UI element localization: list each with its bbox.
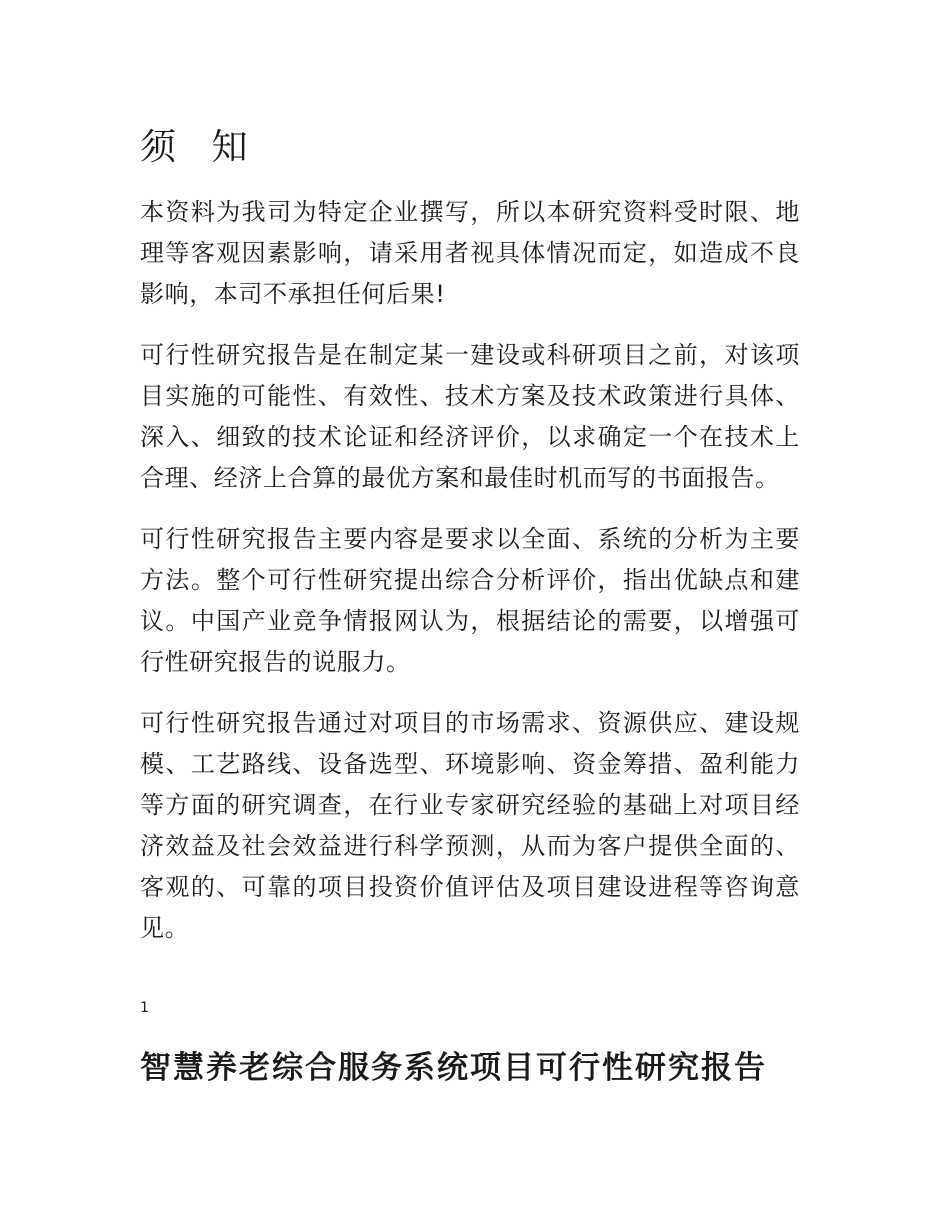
document-page xyxy=(140,0,820,1230)
content-paragraph: 可行性研究报告主要内容是要求以全面、系统的分析为主要方法。整个可行性研究提出综合分析评价，指出优缺点和建议。中国产业竞争情报网认为，根据结论的需要，以增强可行性研究报告的说服力。 xyxy=(140,525,800,676)
report-title: 智慧养老综合服务系统项目可行性研究报告 xyxy=(140,1050,767,1086)
notice-body xyxy=(140,192,800,969)
definition-paragraph: 可行性研究报告是在制定某一建设或科研项目之前，对该项目实施的可能性、有效性、技术方案及技术政策进行具体、深入、细致的技术论证和经济评价，以求确定一个在技术上合理、经济上合算的最优方案和最佳时机而写的书面报告。 xyxy=(140,341,800,492)
page-number: 1 xyxy=(140,1000,149,1016)
scope-paragraph: 可行性研究报告通过对项目的市场需求、资源供应、建设规模、工艺路线、设备选型、环境影响、资金筹措、盈利能力等方面的研究调查，在行业专家研究经验的基础上对项目经济效益及社会效益进行科学预测，从而为客户提供全面的、客观的、可靠的项目投资价值评估及项目建设进程等咨询意见。 xyxy=(140,709,800,942)
notice-heading: 须 知 xyxy=(140,127,260,168)
disclaimer-paragraph: 本资料为我司为特定企业撰写，所以本研究资料受时限、地理等客观因素影响，请采用者视具体情况而定，如造成不良影响，本司不承担任何后果! xyxy=(140,198,800,308)
